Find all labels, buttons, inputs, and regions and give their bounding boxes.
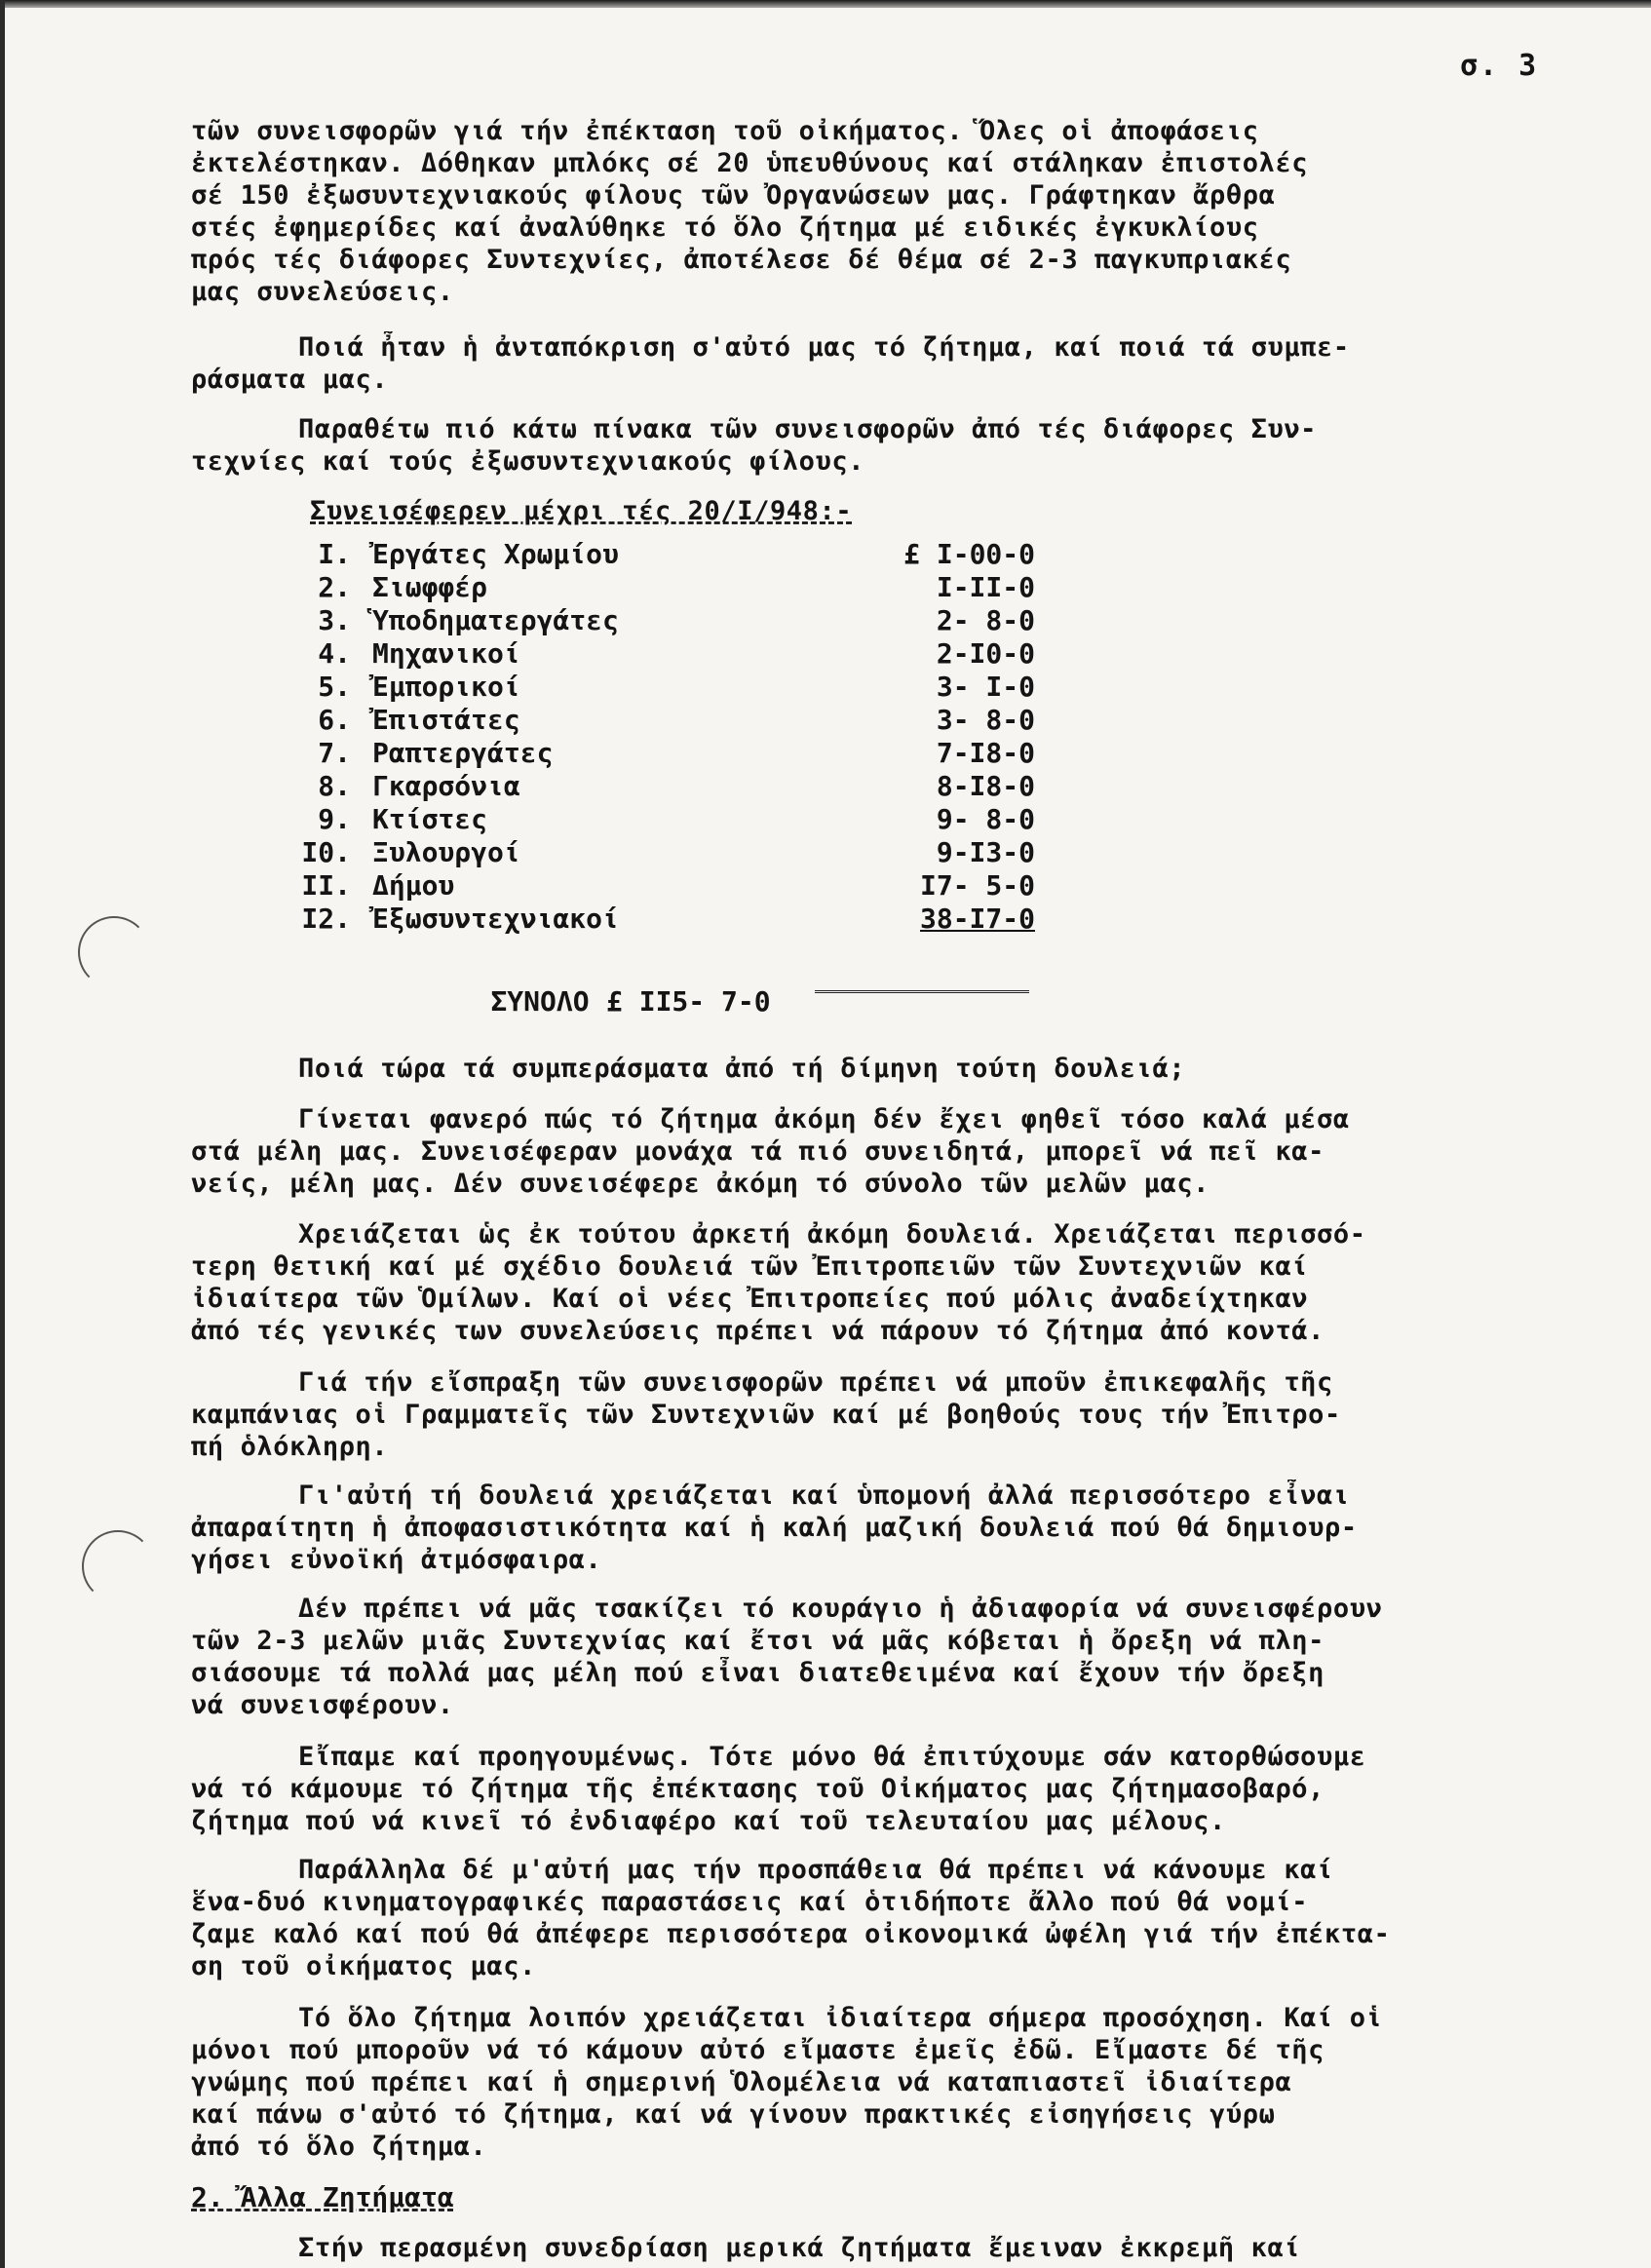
table-row: 9. Κτίστες 9- 8-0: [318, 803, 1035, 835]
text-line: στές ἐφημερίδες καί ἀναλύθηκε τό ὅλο ζήτημα μέ ειδικές ἐγκυκλίους: [191, 212, 1259, 243]
table-row: I. Ἐργάτες Χρωμίου £ I-00-0: [318, 538, 1035, 570]
paragraph-6: [191, 1218, 1575, 1347]
text-line: Ποιά ἦταν ἡ ἀνταπόκριση σ'αὐτό μας τό ζήτημα, καί ποιά τά συμπε-: [298, 332, 1350, 363]
paragraph-5: [191, 1103, 1575, 1200]
text-line: Τό ὅλο ζήτημα λοιπόν χρειάζεται ἰδιαίτερα σήμερα προσόχηση. Καί οἱ: [298, 2003, 1383, 2033]
text-line: ἕνα-δυό κινηματογραφικές παραστάσεις καί ὁτιδήποτε ἄλλο πού θά νομί-: [191, 1887, 1309, 1917]
text-line: ἰδιαίτερα τῶν Ὁμίλων. Καί οἱ νέες Ἐπιτροπείες πού μόλις ἀναδείχτηκαν: [191, 1284, 1309, 1314]
text-line: νείς, μέλη μας. Δέν συνεισέφερε ἀκόμη τό σύνολο τῶν μελῶν μας.: [191, 1169, 1210, 1199]
table-row: 8. Γκαρσόνια 8-I8-0: [318, 770, 1035, 802]
text-line: τερη θετική καί μέ σχέδιο δουλειά τῶν Ἐπιτροπειῶν τῶν Συντεχνιῶν καί: [191, 1251, 1309, 1282]
paragraph-12: [191, 2002, 1575, 2163]
table-row: 5. Ἐμπορικοί 3- I-0: [318, 671, 1035, 703]
paragraph-4: [191, 1053, 1575, 1085]
table-row: I2. Ἐξωσυντεχνιακοί 38-I7-0: [301, 903, 1035, 935]
text-line: καμπάνιας οἱ Γραμματεῖς τῶν Συντεχνιῶν καί μέ βοηθούς τους τήν Ἐπιτρο-: [191, 1400, 1341, 1430]
text-line: στά μέλη μας. Συνεισέφεραν μονάχα τά πιό συνειδητά, μπορεῖ νά πεῖ κα-: [191, 1136, 1325, 1167]
text-line: ζήτημα πού νά κινεῖ τό ἐνδιαφέρο καί τοῦ τελευταίου μας μέλους.: [191, 1806, 1226, 1836]
total-label: ΣΥΝΟΛΟ: [490, 985, 590, 1018]
text-line: νά συνεισφέρουν.: [191, 1690, 454, 1720]
table-row: 3. Ὑποδηματεργάτες 2- 8-0: [318, 604, 1035, 636]
text-line: Γίνεται φανερό πώς τό ζήτημα ἀκόμη δέν ἔχει φηθεῖ τόσο καλά μέσα: [298, 1104, 1350, 1134]
paragraph-2: [191, 331, 1575, 396]
text-line: Εἴπαμε καί προηγουμένως. Τότε μόνο θά ἐπιτύχουμε σάν κατορθώσουμε: [298, 1742, 1366, 1772]
text-line: ἀπό τές γενικές των συνελεύσεις πρέπει νά πάρουν τό ζήτημα ἀπό κοντά.: [191, 1316, 1325, 1346]
text-line: καί πάνω σ'αὐτό τό ζήτημα, καί νά γίνουν πρακτικές εἰσηγήσεις γύρω: [191, 2099, 1276, 2130]
text-line: σέ 150 ἐξωσυντεχνιακούς φίλους τῶν Ὀργανώσεων μας. Γράφτηκαν ἄρθρα: [191, 180, 1276, 211]
text-line: τῶν συνεισφορῶν γιά τήν ἐπέκταση τοῦ οἰκήματος. Ὅλες οἱ ἀποφάσεις: [191, 116, 1259, 146]
text-line: Παραθέτω πιό κάτω πίνακα τῶν συνεισφορῶν ἀπό τές διάφορες Συν-: [298, 414, 1318, 444]
scan-left-edge: [0, 0, 5, 2268]
text-line: Γι'αὐτή τή δουλειά χρειάζεται καί ὑπομονή ἀλλά περισσότερο εἶναι: [298, 1480, 1350, 1511]
page-number: σ. 3: [1460, 49, 1539, 83]
table-row: 2. Σιωφφέρ I-II-0: [318, 571, 1035, 603]
text-line: ράσματα μας.: [191, 365, 389, 395]
text-line: ἐκτελέστηκαν. Δόθηκαν μπλόκς σέ 20 ὑπευθύνους καί στάληκαν ἐπιστολές: [191, 148, 1309, 178]
text-line: Γιά τήν εἴσπραξη τῶν συνεισφορῶν πρέπει νά μποῦν ἐπικεφαλῆς τῆς: [298, 1367, 1333, 1398]
text-line: γήσει εὐνοϊκή ἀτμόσφαιρα.: [191, 1545, 602, 1575]
text-line: νά τό κάμουμε τό ζήτημα τῆς ἐπέκτασης τοῦ Οἰκήματος μας ζήτημασοβαρό,: [191, 1774, 1325, 1804]
table-row: 7. Ραπτεργάτες 7-I8-0: [318, 737, 1035, 769]
text-line: Παράλληλα δέ μ'αὐτή μας τήν προσπάθεια θά πρέπει νά κάνουμε καί: [298, 1855, 1333, 1885]
table-row: 6. Ἐπιστάτες 3- 8-0: [318, 704, 1035, 736]
total-amount: £ II5- 7-0: [606, 985, 771, 1018]
table-total: [425, 953, 771, 1050]
text-line: Στήν περασμένη συνεδρίαση μερικά ζητήματα ἔμειναν ἐκκρεμῆ καί: [298, 2233, 1301, 2263]
table-row: 4. Μηχανικοί 2-I0-0: [318, 637, 1035, 670]
text-line: Ποιά τώρα τά συμπεράσματα ἀπό τή δίμηνη τούτη δουλειά;: [298, 1054, 1186, 1084]
punch-hole-mark: [78, 916, 150, 988]
paragraph-3: [191, 413, 1575, 478]
text-line: γνώμης πού πρέπει καί ἡ σημερινή Ὁλομέλεια νά καταπιαστεῖ ἰδιαίτερα: [191, 2067, 1292, 2097]
text-line: Δέν πρέπει νά μᾶς τσακίζει τό κουράγιο ἡ ἀδιαφορία νά συνεισφέρουν: [298, 1594, 1383, 1624]
paragraph-1: [191, 115, 1575, 308]
table-row: II. Δήμου I7- 5-0: [301, 869, 1035, 902]
section-2-paragraph: [191, 2232, 1575, 2264]
table-title: Συνεισέφερεν μέχρι τές 20/I/948:-: [310, 496, 853, 526]
paragraph-9: [191, 1593, 1575, 1721]
text-line: τῶν 2-3 μελῶν μιᾶς Συντεχνίας καί ἔτσι νά μᾶς κόβεται ἡ ὄρεξη νά πλη-: [191, 1626, 1325, 1656]
text-line: τεχνίες καί τούς ἐξωσυντεχνιακούς φίλους.: [191, 446, 865, 477]
scan-top-edge: [0, 0, 1651, 8]
text-line: μόνοι πού μποροῦν νά τό κάμουν αὐτό εἴμαστε ἐμεῖς ἐδῶ. Εἴμαστε δέ τῆς: [191, 2035, 1325, 2065]
paragraph-10: [191, 1741, 1575, 1837]
text-line: πρός τές διάφορες Συντεχνίες, ἀποτέλεσε δέ θέμα σέ 2-3 παγκυπριακές: [191, 245, 1292, 275]
paragraph-8: [191, 1480, 1575, 1576]
text-line: Χρειάζεται ὡς ἐκ τούτου ἀρκετή ἀκόμη δουλειά. Χρειάζεται περισσό-: [298, 1219, 1366, 1249]
paragraph-7: [191, 1366, 1575, 1463]
paragraph-11: [191, 1854, 1575, 1982]
table-row: I0. Ξυλουργοί 9-I3-0: [301, 836, 1035, 868]
text-line: μας συνελεύσεις.: [191, 277, 454, 307]
text-line: σιάσουμε τά πολλά μας μέλη πού εἶναι διατεθειμένα καί ἔχουν τήν ὄρεξη: [191, 1658, 1325, 1688]
text-line: ζαμε καλό καί πού θά ἀπέφερε περισσότερα οἰκονομικά ὠφέλη γιά τήν ἐπέκτα-: [191, 1919, 1391, 1949]
punch-hole-mark: [82, 1530, 154, 1602]
total-double-rule: [815, 990, 1029, 993]
text-line: ση τοῦ οἰκήματος μας.: [191, 1951, 536, 1981]
text-line: ἀπό τό ὅλο ζήτημα.: [191, 2132, 487, 2162]
text-line: ἀπαραίτητη ἡ ἀποφασιστικότητα καί ἡ καλή μαζική δουλειά πού θά δημιουρ-: [191, 1513, 1358, 1543]
section-2-heading: 2. Ἄλλα Ζητήματα: [191, 2181, 454, 2213]
text-line: πή ὁλόκληρη.: [191, 1432, 389, 1462]
